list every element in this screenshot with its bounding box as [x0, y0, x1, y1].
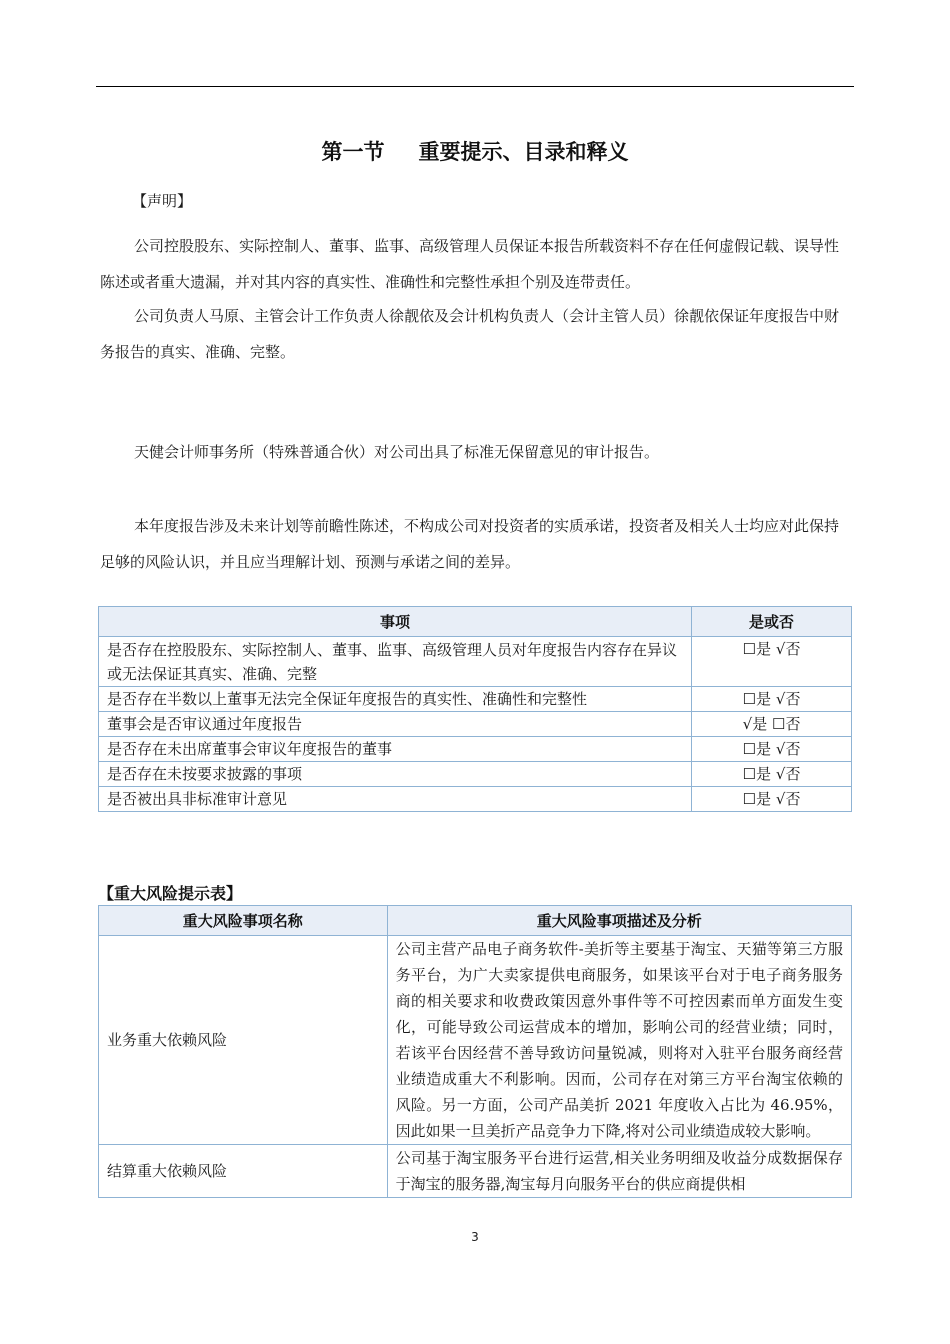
- matter-answer: ☐是 √否: [692, 762, 852, 787]
- matter-item: 是否存在控股股东、实际控制人、董事、监事、高级管理人员对年度报告内容存在异议或无法保证其真实、准确、完整: [99, 637, 692, 687]
- table-row: [99, 637, 852, 687]
- matter-answer: ☐是 √否: [692, 637, 852, 687]
- matters-header-item: 事项: [99, 607, 692, 637]
- paragraph-guarantee: 公司控股股东、实际控制人、董事、监事、高级管理人员保证本报告所载资料不存在任何虚假记载、误导性陈述或者重大遗漏，并对其内容的真实性、准确性和完整性承担个别及连带责任。: [100, 237, 840, 291]
- table-row: [99, 762, 852, 787]
- table-row: [99, 712, 852, 737]
- paragraph-responsible-persons: 公司负责人马原、主管会计工作负责人徐靓依及会计机构负责人（会计主管人员）徐靓依保证年度报告中财务报告的真实、准确、完整。: [100, 307, 840, 361]
- matter-item: 是否存在未出席董事会审议年度报告的董事: [99, 737, 692, 762]
- matters-header-answer: 是或否: [692, 607, 852, 637]
- risk-header-name: 重大风险事项名称: [99, 906, 388, 936]
- section-heading: 重要提示、目录和释义: [418, 140, 629, 164]
- risk-name: 业务重大依赖风险: [99, 936, 388, 1145]
- paragraph-auditor: 天健会计师事务所（特殊普通合伙）对公司出具了标准无保留意见的审计报告。: [134, 443, 660, 461]
- table-row: [99, 936, 852, 1145]
- matter-item: 是否被出具非标准审计意见: [99, 787, 692, 812]
- risk-name: 结算重大依赖风险: [99, 1145, 388, 1198]
- matter-item: 是否存在半数以上董事无法完全保证年度报告的真实性、准确性和完整性: [99, 687, 692, 712]
- section-number: 第一节: [321, 140, 385, 164]
- paragraph-forward-looking: 本年度报告涉及未来计划等前瞻性陈述，不构成公司对投资者的实质承诺，投资者及相关人士均应对此保持足够的风险认识，并且应当理解计划、预测与承诺之间的差异。: [100, 517, 840, 571]
- risk-description: 公司主营产品电子商务软件-美折等主要基于淘宝、天猫等第三方服务平台，为广大卖家提供电商服务，如果该平台对于电子商务服务商的相关要求和收费政策因意外事件等不可控因素而单方面发生变化，可能导致公司运营成本的增加，影响公司的经营业绩；同时，若该平台因经营不善导致访问量锐减，则将对入驻平台服务商经营业绩造成重大不利影响。因而，公司存在对第三方平台淘宝依赖的风险。另一方面，公司产品美折 2021 年度收入占比为 46.95%，因此如果一旦美折产品竞争力下降,将对公司业绩造成较大影响。: [387, 936, 851, 1145]
- header-rule: [96, 86, 854, 87]
- declaration-label: 【声明】: [132, 192, 193, 210]
- matter-item: 是否存在未按要求披露的事项: [99, 762, 692, 787]
- table-row: [99, 737, 852, 762]
- table-row: [99, 1145, 852, 1198]
- matter-answer: ☐是 √否: [692, 737, 852, 762]
- table-row: [99, 787, 852, 812]
- risk-header-description: 重大风险事项描述及分析: [387, 906, 851, 936]
- table-row: [99, 687, 852, 712]
- page-number: 3: [471, 1230, 479, 1244]
- matter-item: 董事会是否审议通过年度报告: [99, 712, 692, 737]
- matter-answer: ☐是 √否: [692, 787, 852, 812]
- risk-table: [98, 905, 852, 1198]
- section-title: [0, 136, 950, 166]
- risk-table-heading: 【重大风险提示表】: [98, 884, 243, 903]
- risk-description: 公司基于淘宝服务平台进行运营,相关业务明细及收益分成数据保存于淘宝的服务器,淘宝每月向服务平台的供应商提供相: [387, 1145, 851, 1198]
- matter-answer: ☐是 √否: [692, 687, 852, 712]
- matters-table: [98, 606, 852, 812]
- matter-answer: √是 ☐否: [692, 712, 852, 737]
